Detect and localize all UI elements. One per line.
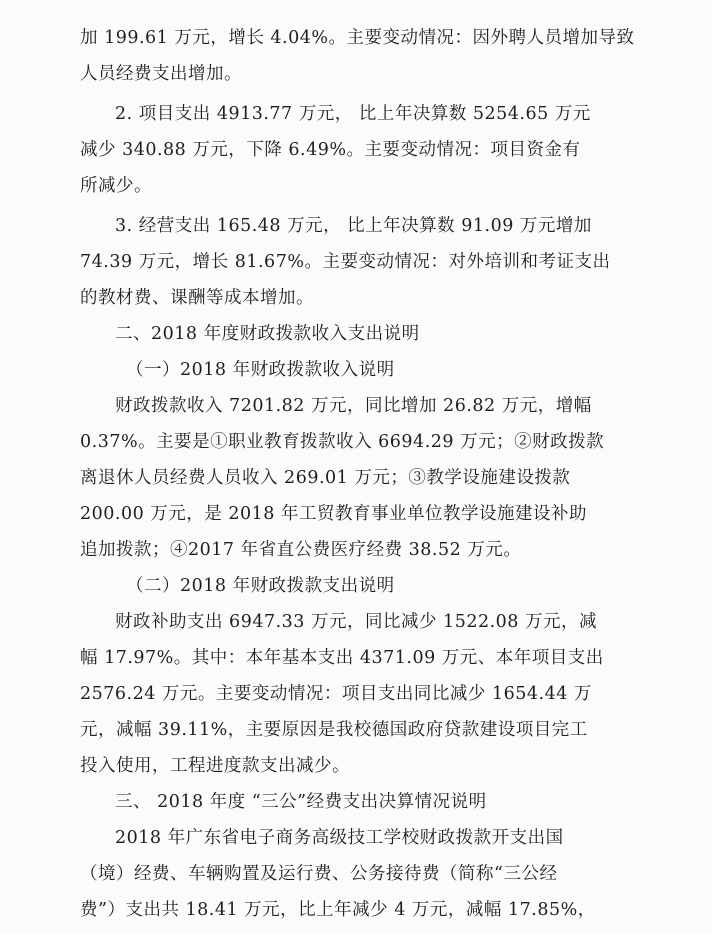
text-line: 加 199.61 万元，增长 4.04%。主要变动情况：因外聘人员增加导致 xyxy=(80,28,635,48)
text-line: 0.37%。主要是①职业教育拨款收入 6694.29 万元；②财政拨款 xyxy=(80,432,605,452)
text-line: 幅 17.97%。其中：本年基本支出 4371.09 万元、本年项目支出 xyxy=(80,648,604,668)
text-line: 财政拨款收入 7201.82 万元，同比增加 26.82 万元，增幅 xyxy=(115,396,592,416)
text-line: 人员经费支出增加。 xyxy=(80,64,242,84)
text-line: 离退休人员经费人员收入 269.01 万元；③教学设施建设拨款 xyxy=(80,468,571,488)
text-line: 费”）支出共 18.41 万元，比上年减少 4 万元，减幅 17.85%， xyxy=(80,900,596,920)
subsection-heading: （二）2018 年财政拨款支出说明 xyxy=(126,576,395,596)
text-line: 74.39 万元，增长 81.67%。主要变动情况：对外培训和考证支出 xyxy=(80,252,611,272)
text-line: 200.00 万元，是 2018 年工贸教育事业单位教学设施建设补助 xyxy=(80,504,587,524)
text-line: 元，减幅 39.11%，主要原因是我校德国政府贷款建设项目完工 xyxy=(80,720,588,740)
text-line: 减少 340.88 万元，下降 6.49%。主要变动情况：项目资金有 xyxy=(80,140,581,160)
text-line: （境）经费、车辆购置及运行费、公务接待费（简称“三公经 xyxy=(80,864,558,884)
text-line: 投入使用，工程进度款支出减少。 xyxy=(80,756,350,776)
text-line: 财政补助支出 6947.33 万元，同比减少 1522.08 万元，减 xyxy=(115,612,597,632)
text-line: 2. 项目支出 4913.77 万元， 比上年决算数 5254.65 万元 xyxy=(115,104,591,124)
section-heading: 二、2018 年度财政拨款收入支出说明 xyxy=(115,324,420,344)
section-heading: 三、 2018 年度 “三公”经费支出决算情况说明 xyxy=(115,792,487,812)
text-line: 2018 年广东省电子商务高级技工学校财政拨款开支出国 xyxy=(115,828,564,848)
subsection-heading: （一）2018 年财政拨款收入说明 xyxy=(126,360,395,380)
text-line: 追加拨款；④2017 年省直公费医疗经费 38.52 万元。 xyxy=(80,540,522,560)
text-line: 的教材费、课酬等成本增加。 xyxy=(80,288,314,308)
text-line: 2576.24 万元。主要变动情况：项目支出同比减少 1654.44 万 xyxy=(80,684,592,704)
text-line: 3. 经营支出 165.48 万元， 比上年决算数 91.09 万元增加 xyxy=(115,216,592,236)
text-line: 所减少。 xyxy=(80,176,152,196)
